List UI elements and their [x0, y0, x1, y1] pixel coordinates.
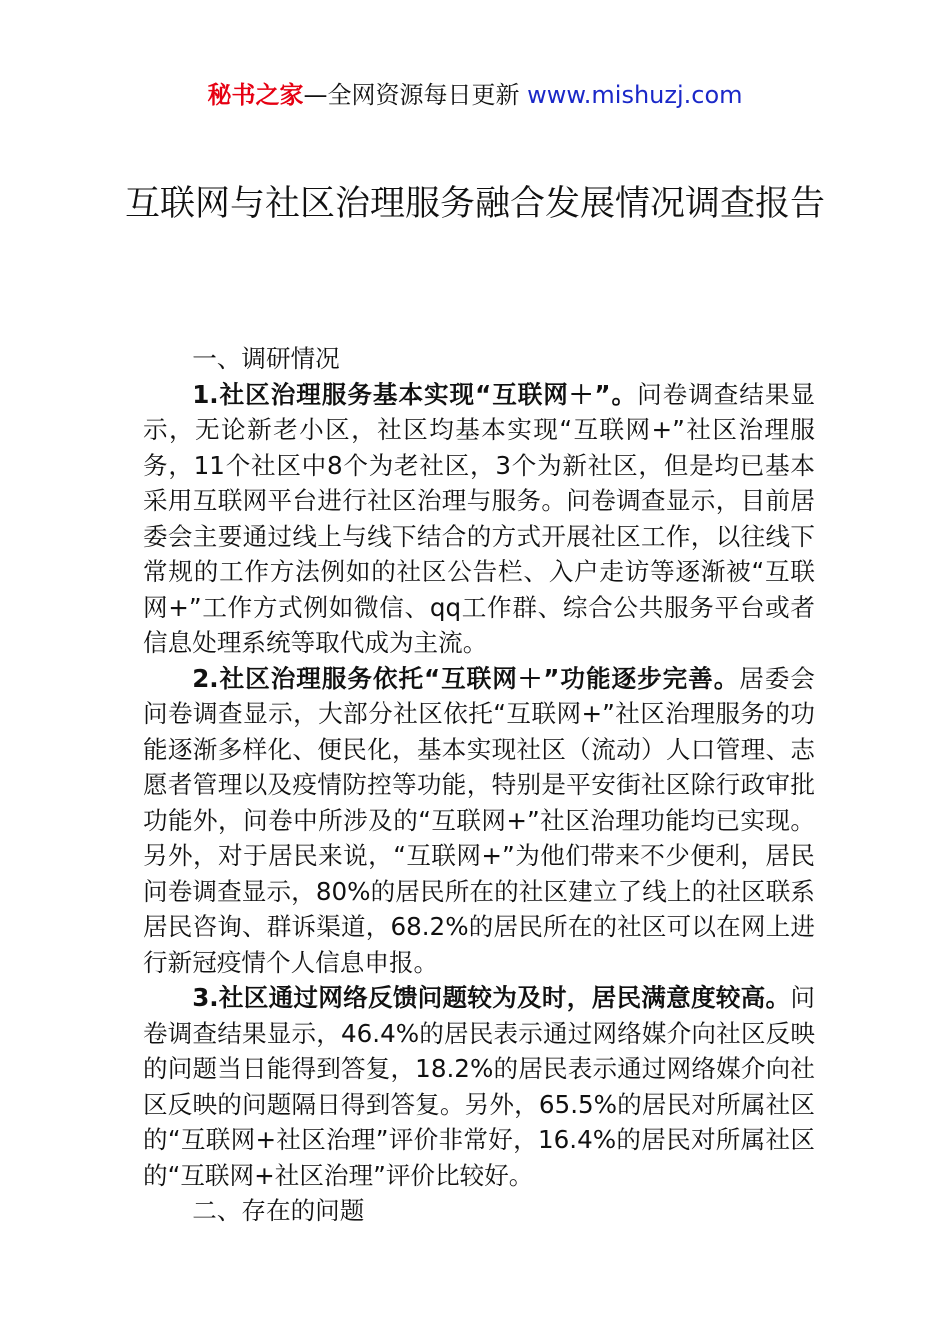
paragraph-lead: 3.社区通过网络反馈问题较为及时，居民满意度较高。 [192, 983, 791, 1012]
paragraph-2 [143, 661, 815, 981]
document-title: 互联网与社区治理服务融合发展情况调查报告 [124, 184, 825, 224]
paragraph-lead: 2.社区治理服务依托“互联网＋”功能逐步完善。 [192, 663, 740, 693]
site-brand: 秘书之家 [207, 81, 304, 109]
paragraph-text: 问卷调查结果显示，无论新老小区，社区均基本实现“互联网+”社区治理服务，11个社区中8个为老社区，3个为新社区，但是均已基本采用互联网平台进行社区治理与服务。问卷调查显示，目前居委会主要通过线上与线下结合的方式开展社区工作，以往线下常规的工作方法例如的社区公告栏、入户走访等逐渐被“互联网+”工作方式例如微信、qq工作群、综合公共服务平台或者信息处理系统等取代成为主流。 [143, 379, 815, 657]
site-url: www.mishuzj.com [527, 81, 743, 109]
site-tagline: —全网资源每日更新 [303, 81, 528, 109]
section-heading: 一、调研情况 [192, 344, 340, 373]
paragraph-text: 居委会问卷调查显示，大部分社区依托“互联网+”社区治理服务的功能逐渐多样化、便民化，基本实现社区（流动）人口管理、志愿者管理以及疫情防控等功能，特别是平安街社区除行政审批功能外，问卷中所涉及的“互联网+”社区治理功能均已实现。另外，对于居民来说，“互联网+”为他们带来不少便利，居民问卷调查显示，80%的居民所在的社区建立了线上的社区联系居民咨询、群诉渠道，68.2%的居民所在的社区可以在网上进行新冠疫情个人信息申报。 [143, 663, 815, 977]
paragraph-1 [143, 377, 815, 661]
site-header [0, 78, 950, 112]
paragraph-text: 问卷调查结果显示，46.4%的居民表示通过网络媒介向社区反映的问题当日能得到答复，18.2%的居民表示通过网络媒介向社区反映的问题隔日得到答复。另外，65.5%的居民对所属社区的“互联网+社区治理”评价非常好，16.4%的居民对所属社区的“互联网+社区治理”评价比较好。 [143, 983, 815, 1190]
document-body [143, 341, 815, 1229]
section-heading: 二、存在的问题 [192, 1196, 365, 1225]
paragraph-lead: 1.社区治理服务基本实现“互联网＋”。 [192, 379, 638, 409]
paragraph-3 [143, 980, 815, 1193]
